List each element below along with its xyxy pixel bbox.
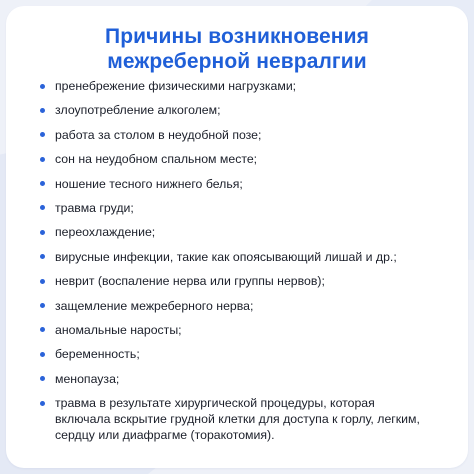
title-line-1: Причины возникновения (105, 25, 369, 48)
title-line-2: межреберной невралгии (107, 50, 367, 73)
list-item-text: аномальные наросты; (55, 322, 182, 337)
bullet-dot-icon (40, 84, 45, 89)
bullet-dot-icon (40, 327, 45, 332)
list-item-text: беременность; (55, 347, 140, 362)
bullet-dot-icon (40, 352, 45, 357)
list-item (40, 273, 460, 289)
list-item-text: травма груди; (55, 200, 134, 215)
list-item (40, 176, 460, 192)
list-item-text: вирусные инфекции, такие как опоясывающий лишай и др.; (55, 249, 397, 264)
list-item (40, 102, 460, 118)
list-item (40, 395, 427, 443)
list-item-text: работа за столом в неудобной позе; (55, 127, 262, 142)
bullet-dot-icon (40, 401, 45, 406)
bullet-dot-icon (40, 108, 45, 113)
list-item-text: ношение тесного нижнего белья; (55, 176, 243, 191)
list-item-text: защемление межреберного нерва; (55, 298, 254, 313)
causes-list (40, 78, 460, 451)
list-item-text: переохлаждение; (55, 225, 156, 240)
list-item-text: травма в результате хирургической процедуры, которая включала вскрытие грудной клетки для доступа к горлу, легким, сердцу или диафрагме (торакотомия). (55, 396, 420, 443)
list-item-text: пренебрежение физическими нагрузками; (55, 79, 297, 93)
list-item-text: сон на неудобном спальном месте; (55, 152, 258, 167)
bullet-dot-icon (40, 376, 45, 381)
bullet-dot-icon (40, 132, 45, 137)
list-item-text: неврит (воспаление нерва или группы нервов); (55, 274, 325, 289)
list-item-text: злоупотребление алкоголем; (55, 103, 221, 118)
list-item (40, 346, 460, 362)
list-item (40, 224, 460, 240)
page-title (0, 24, 474, 74)
list-item (40, 151, 460, 167)
list-item (40, 322, 460, 338)
bullet-dot-icon (40, 181, 45, 186)
bullet-dot-icon (40, 254, 45, 259)
bullet-dot-icon (40, 303, 45, 308)
bullet-dot-icon (40, 157, 45, 162)
bullet-dot-icon (40, 205, 45, 210)
bullet-dot-icon (40, 279, 45, 284)
list-item (40, 78, 460, 94)
list-item-text: менопауза; (55, 371, 120, 386)
list-item (40, 127, 460, 143)
list-item (40, 298, 460, 314)
list-item (40, 249, 460, 265)
list-item (40, 200, 460, 216)
list-item (40, 371, 460, 387)
bullet-dot-icon (40, 230, 45, 235)
